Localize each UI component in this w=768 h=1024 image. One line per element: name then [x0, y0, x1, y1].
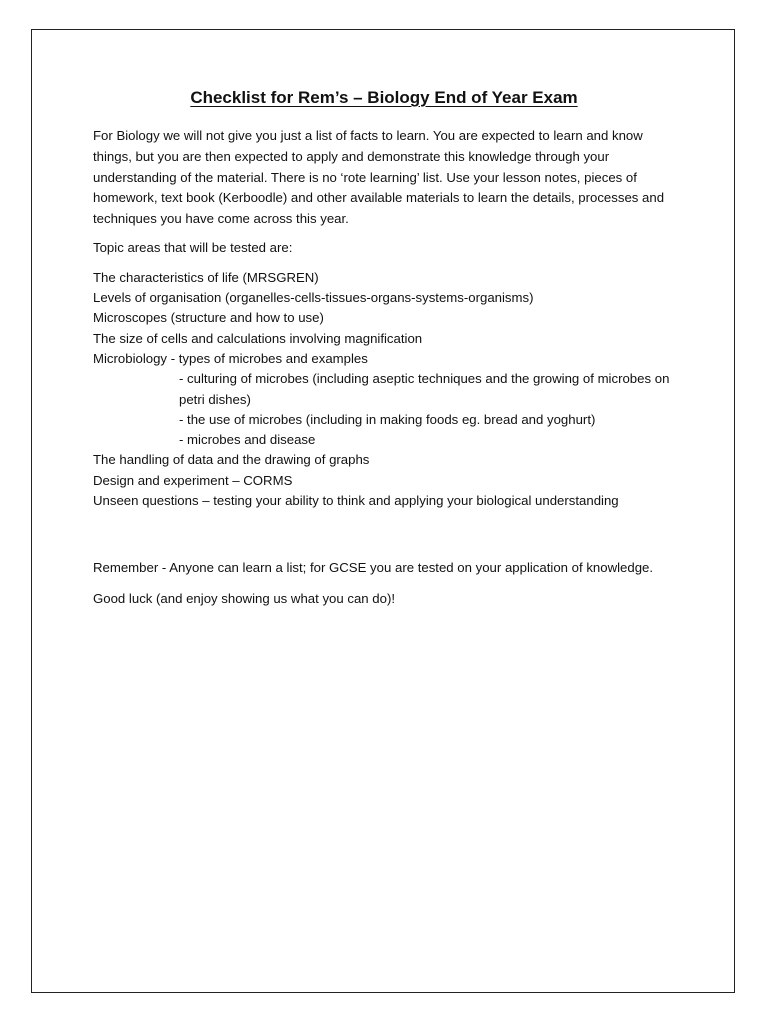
subtopic-list [93, 369, 683, 450]
topic-item: Design and experiment – CORMS [93, 472, 293, 488]
document-title: Checklist for Rem’s – Biology End of Year Exam [190, 88, 578, 107]
subtopic-item: - the use of microbes (including in making foods eg. bread and yoghurt) [179, 411, 596, 427]
topics-heading: Topic areas that will be tested are: [93, 239, 293, 255]
topic-item: Microscopes (structure and how to use) [93, 310, 324, 326]
remember-paragraph: Remember - Anyone can learn a list; for GCSE you are tested on your application of knowledge. [93, 560, 654, 576]
intro-paragraph: For Biology we will not give you just a list of facts to learn. You are expected to learn and know things, but you are then expected to apply and demonstrate this knowledge through your understanding of the material. There is no ‘rote learning’ list. Use your lesson notes, pieces of homework, text book (Kerboodle) and other available materials to learn the details, processes and techniques you have come across this year. [93, 128, 665, 227]
topic-item: Unseen questions – testing your ability to think and applying your biological understanding [93, 493, 619, 509]
topic-item: The characteristics of life (MRSGREN) [93, 269, 319, 285]
document-body [93, 126, 683, 610]
microbiology-subtopics [93, 369, 683, 450]
topic-list [93, 268, 683, 512]
topic-item: The size of cells and calculations involving magnification [93, 330, 423, 346]
subtopic-item: - culturing of microbes (including aseptic techniques and the growing of microbes on petri dishes) [179, 371, 670, 407]
topic-item: The handling of data and the drawing of graphs [93, 452, 370, 468]
closing-line: Good luck (and enjoy showing us what you can do)! [93, 591, 396, 607]
topic-item: Levels of organisation (organelles-cells-tissues-organs-systems-organisms) [93, 290, 534, 306]
subtopic-item: - microbes and disease [179, 432, 316, 448]
topic-item: Microbiology - types of microbes and examples [93, 350, 368, 366]
